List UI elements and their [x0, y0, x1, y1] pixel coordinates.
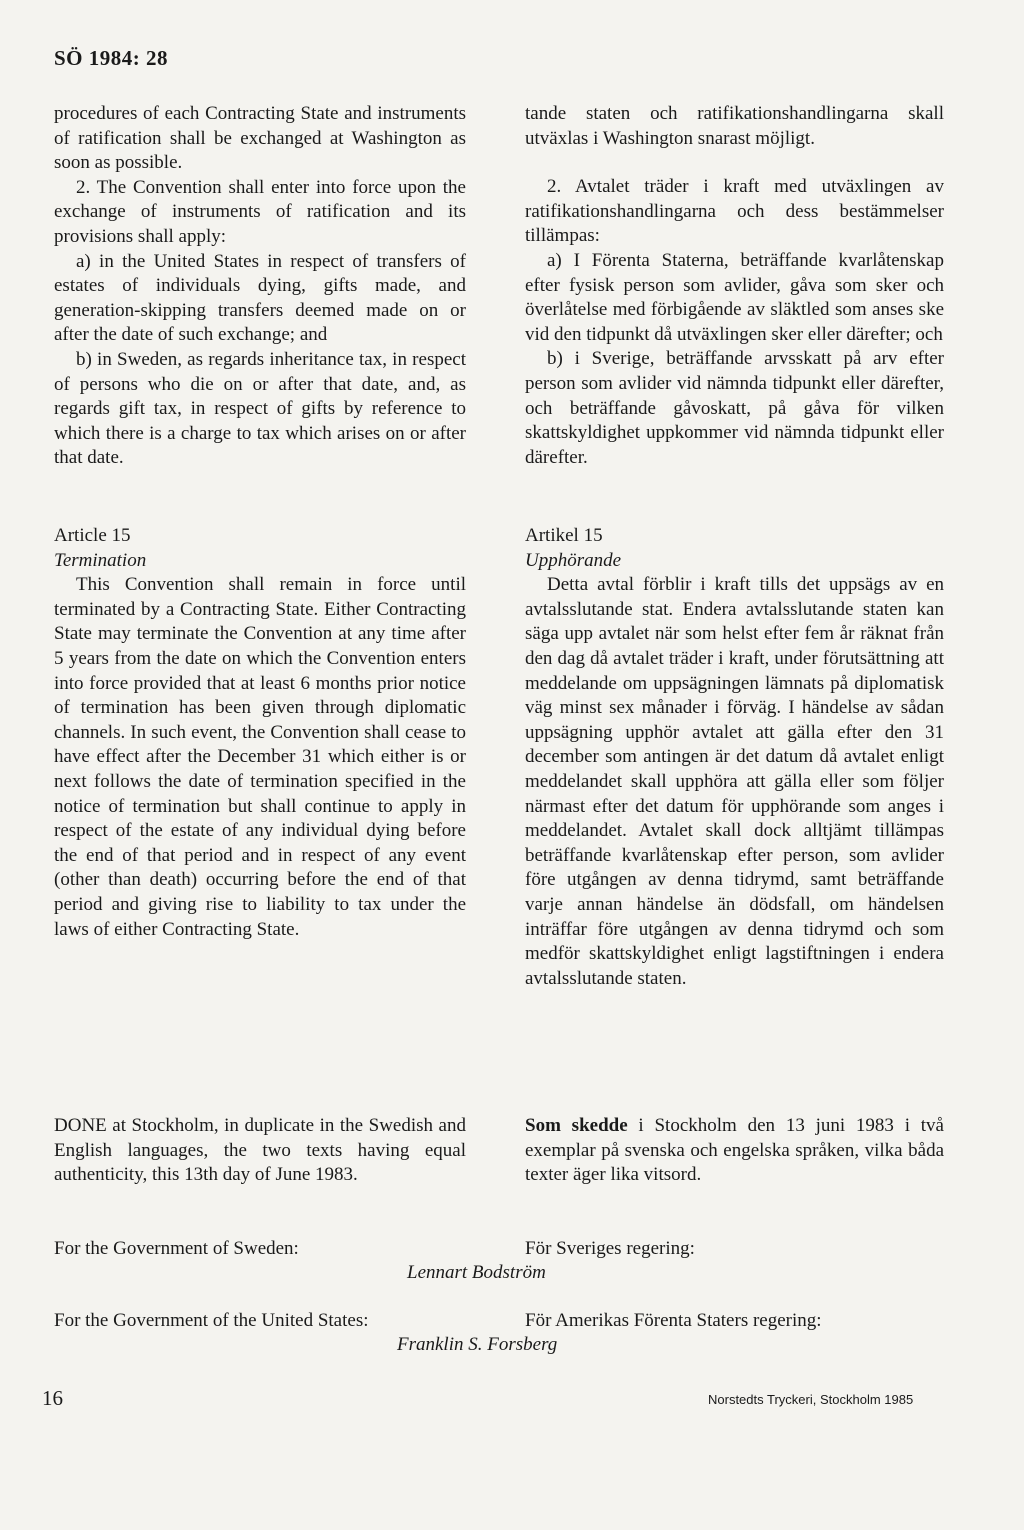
swedish-gov-us-label: För Amerikas Förenta Staters regering:	[525, 1310, 822, 1331]
english-paragraph-1: procedures of each Contracting State and instruments of ratification shall be exchanged at Washington as soon as possible.	[54, 103, 466, 174]
swedish-done-lead: Som skedde	[525, 1115, 628, 1136]
swedish-column-top	[525, 102, 944, 470]
swedish-article-title: Upphörande	[525, 549, 622, 571]
swedish-article-15	[525, 524, 944, 991]
english-article-title: Termination	[54, 549, 147, 571]
english-column-top	[54, 102, 466, 471]
english-article-15	[54, 524, 466, 942]
english-done-text: DONE at Stockholm, in duplicate in the Swedish and English languages, the two texts having equal authenticity, this 13th day of June 1983.	[54, 1115, 466, 1186]
printer-credit: Norstedts Tryckeri, Stockholm 1985	[708, 1392, 914, 1407]
english-paragraph-3: a) in the United States in respect of transfers of estates of individuals dying, gifts made, and generation-skipping transfers deemed made on or after the date of such exchange; and	[54, 250, 466, 346]
swedish-done-rest: i Stockholm den 13 juni 1983 i två exemplar på svenska och engelska språken, vilka båda texter äger lika vitsord.	[525, 1115, 944, 1186]
swedish-article-text: Detta avtal förblir i kraft tills det uppsägs av en avtalsslutande stat. Endera avtalsslutande staten kan säga upp avtalet när som helst efter fem år räknat från den dag då avtalet träder i kraft, under förutsättning att meddelande om uppsägningen lämnats på diplomatisk väg minst sex månader i förväg. I händelse av sådan uppsägning upphör avtalet att gälla efter den 31 december som antingen är det datum då avtalet enligt meddelandet skall upphöra att gälla eller som följer närmast efter det datum för upphörande som anges i meddelandet. Avtalet skall dock alltjämt tillämpas beträffande kvarlåtenskap efter person, som avlider före utgången av denna tidrymd, samt beträffande varje annan händelse än dödsfall, om händelsen inträffar före utgången av denna tidrymd och som medför skattskyldighet enligt lagstiftningen i endera avtalsslutande staten.	[525, 574, 944, 989]
swedish-paragraph-2: 2. Avtalet träder i kraft med utväxlingen av ratifikationshandlingarna och dess bestämmelser tillämpas:	[525, 176, 944, 247]
swedish-paragraph-4: b) i Sverige, beträffande arvsskatt på arv efter person som avlider vid nämnda tidpunkt eller därefter, och beträffande gåvoskatt, på gåva för vilken skattskyldighet uppkommer vid nämnda tidpunkt eller därefter.	[525, 348, 944, 468]
english-paragraph-2: 2. The Convention shall enter into force upon the exchange of instruments of ratification and its provisions shall apply:	[54, 176, 466, 247]
swedish-gov-sweden-label: För Sveriges regering:	[525, 1238, 695, 1259]
swedish-paragraph-3: a) I Förenta Staterna, beträffande kvarlåtenskap efter fysisk person som avlider, gåva som sker och överlåtelse med förbigående av släktled som anses ske vid den tidpunkt då utväxlingen sker eller därefter; och	[525, 249, 944, 345]
english-article-text: This Convention shall remain in force until terminated by a Contracting State. Either Contracting State may terminate the Convention at any time after 5 years from the date on which the Convention enters into force provided that at least 6 months prior notice of termination has been given through diplomatic channels. In such event, the Convention shall cease to have effect after the December 31 which either is or next follows the date of termination specified in the notice of termination but shall continue to apply in respect of the estate of any individual dying before the end of that period and in respect of any event (other than death) occurring before the end of that period and giving rise to liability to tax under the laws of either Contracting State.	[54, 574, 466, 940]
swedish-done-clause	[525, 1114, 944, 1188]
english-gov-us-label: For the Government of the United States:	[54, 1310, 369, 1331]
english-done-clause	[54, 1114, 466, 1188]
document-reference: SÖ 1984: 28	[54, 46, 169, 70]
english-paragraph-4: b) in Sweden, as regards inheritance tax, in respect of persons who die on or after that date, and, as regards gift tax, in respect of gifts by reference to which there is a charge to tax which arises on or after that date.	[54, 348, 466, 469]
english-article-heading: Article 15	[54, 525, 131, 546]
english-gov-sweden-label: For the Government of Sweden:	[54, 1238, 299, 1259]
swedish-article-heading: Artikel 15	[525, 525, 603, 546]
swedish-done-text	[525, 1114, 944, 1188]
signature-us: Franklin S. Forsberg	[397, 1334, 558, 1355]
swedish-paragraph-1: tande staten och ratifikationshandlingarna skall utväxlas i Washington snarast möjligt.	[525, 103, 944, 149]
page-number: 16	[42, 1386, 63, 1410]
signature-sweden: Lennart Bodström	[407, 1262, 546, 1283]
